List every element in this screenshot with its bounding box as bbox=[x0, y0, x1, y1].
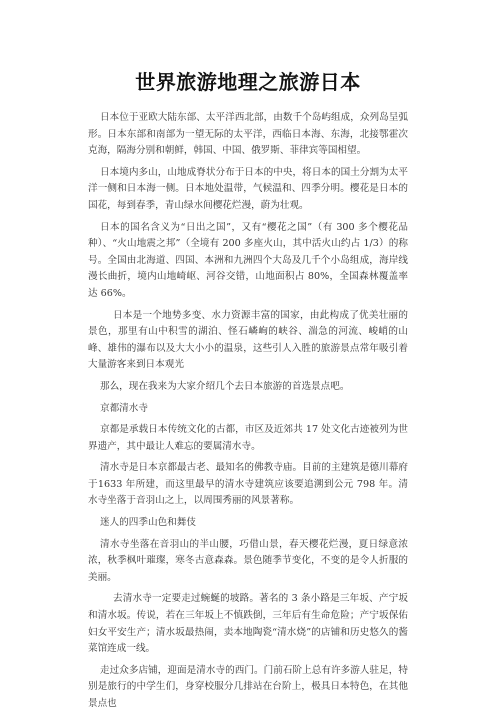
paragraph-seasons: 清水寺坐落在音羽山的半山腰，巧借山景，春天樱花烂漫，夏日绿意浓浓，秋季枫叶璀璨，寒冬古意森森。景色随季节变化，不变的是令人折服的美丽。 bbox=[88, 538, 408, 583]
paragraph-intro: 那么，现在我来为大家介绍几个去日本旅游的首选景点吧。 bbox=[100, 380, 350, 392]
section-heading-seasons: 迷人的四季山色和舞伎 bbox=[100, 517, 196, 529]
document-title: 世界旅游地理之旅游日本 bbox=[135, 70, 361, 94]
paragraph-terrain: 日本境内多山，山地成脊状分布于日本的中央，将日本的国土分割为太平洋一侧和日本海一侧。日本地处温带，气候温和、四季分明。樱花是日本的国花，每到春季，青山绿水间樱花烂漫，蔚为壮观。 bbox=[88, 166, 408, 211]
section-heading-kiyomizu: 京都清水寺 bbox=[100, 402, 148, 414]
paragraph-kiyomizu-temple: 清水寺是日本京都最古老、最知名的佛教寺庙。目前的主建筑是德川幕府于1633 年所建，而这里最早的清水寺建筑应该要追溯到公元 798 年。清水寺坐落于音羽山之上，以周围秀丽的风景著称。 bbox=[88, 462, 408, 507]
paragraph-country-name: 日本的国名含义为“日出之国”，又有“樱花之国”（有 300 多个樱花品种）、“火山地震之邦”（全境有 200 多座火山，其中活火山约占 1/3）的称号。全国由北海道、四国、本洲和九洲四个大岛及几千个小岛组成，海岸线漫长曲折，境内山地崎岖、河谷交错，山地面积占 80%，全国森林覆盖率达 66%。 bbox=[88, 221, 408, 299]
document-body bbox=[88, 110, 408, 718]
paragraph-west-gate: 走过众多店铺，迎面是清水寺的西门。门前石阶上总有许多游人驻足，特别是旅行的中学生们，身穿校服分几排站在台阶上，极具日本特色，在其他景点也 bbox=[88, 664, 408, 709]
paragraph-location: 日本位于亚欧大陆东部、太平洋西北部，由数千个岛屿组成，众列岛呈弧形。日本东部和南部为一望无际的太平洋，西临日本海、东海，北接鄂霍次克海，隔海分别和朝鲜，韩国、中国、俄罗斯、菲律宾等国相望。 bbox=[88, 112, 408, 157]
paragraph-kyoto: 京都是承载日本传统文化的古都，市区及近郊共 17 处文化古迹被列为世界遗产，其中最让人难忘的要属清水寺。 bbox=[88, 424, 408, 452]
paragraph-slopes: 去清水寺一定要走过蜿蜒的坡路。著名的 3 条小路是三年坂、产宁坂和清水坂。传说，若在三年坂上不慎跌倒，三年后有生命危险；产宁坂保佑妇女平安生产；清水坂最热闹，卖本地陶瓷“清水烧”的店铺和历史悠久的酱菜馆连成一线。 bbox=[88, 593, 408, 655]
paragraph-scenery: 日本是一个地势多变、水力资源丰富的国家，由此构成了优美壮丽的景色，那里有山中积雪的湖泊、怪石嶙峋的峡谷、湍急的河流、峻峭的山峰、雄伟的瀑布以及大大小小的温泉，这些引人入胜的旅游景点常年吸引着大量游客来到日本观光 bbox=[88, 309, 408, 371]
